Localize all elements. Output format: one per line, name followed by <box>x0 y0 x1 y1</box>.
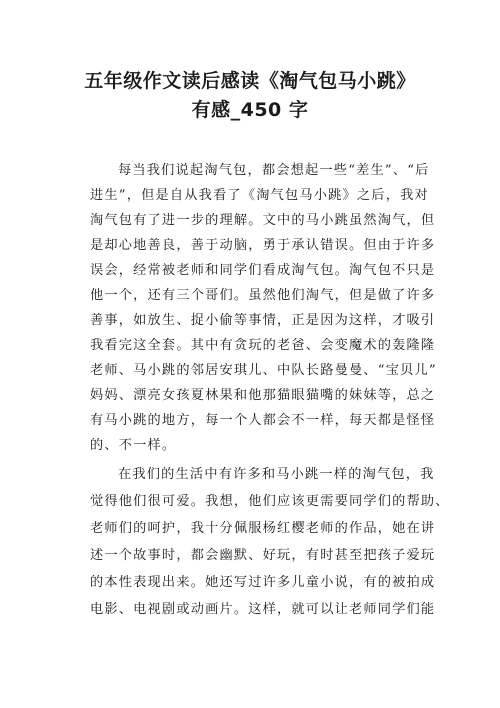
body-line: 觉得他们很可爱。我想，他们应该更需要同学们的帮助、 <box>90 494 450 509</box>
body-line: 的本性表现出来。她还写过许多儿童小说，有的被拍成 <box>90 575 436 590</box>
body-line: 每当我们说起淘气包，都会想起一些“差生”、“后 <box>118 163 430 178</box>
body-line: 妈妈、漂亮女孩夏林果和他那猫眼猫嘴的妹妹等，总之 <box>90 388 436 403</box>
document-title-line-1: 五年级作文读后感读《淘气包马小跳》 <box>84 70 416 92</box>
body-line: 老师、马小跳的邻居安琪儿、中队长路曼曼、“宝贝儿” <box>90 363 437 378</box>
body-line: 他一个，还有三个哥们。虽然他们淘气，但是做了许多 <box>90 288 436 303</box>
document-title-line-2: 有感_450 字 <box>191 99 309 121</box>
body-line: 电影、电视剧或动画片。这样，就可以让老师同学们能 <box>90 602 436 617</box>
body-line: 善事，如放生、捉小偷等事情，正是因为这样，才吸引 <box>90 313 436 328</box>
body-line: 我看完这全套。其中有贪玩的老爸、会变魔术的轰隆隆 <box>90 338 436 353</box>
body-line: 进生”，但是自从我看了《淘气包马小跳》之后，我对 <box>90 188 429 203</box>
body-line: 有马小跳的地方，每一个人都会不一样，每天都是怪怪 <box>90 413 436 428</box>
body-line: 在我们的生活中有许多和马小跳一样的淘气包，我 <box>118 467 435 482</box>
body-line: 淘气包有了进一步的理解。文中的马小跳虽然淘气，但 <box>90 213 436 228</box>
body-line: 述一个故事时，都会幽默、好玩，有时甚至把孩子爱玩 <box>90 548 436 563</box>
body-line: 老师们的呵护，我十分佩服杨红樱老师的作品，她在讲 <box>90 521 436 536</box>
body-line: 是却心地善良，善于动脑，勇于承认错误。但由于许多 <box>90 238 436 253</box>
body-line: 的、不一样。 <box>90 438 177 453</box>
body-line: 误会，经常被老师和同学们看成淘气包。淘气包不只是 <box>90 263 436 278</box>
